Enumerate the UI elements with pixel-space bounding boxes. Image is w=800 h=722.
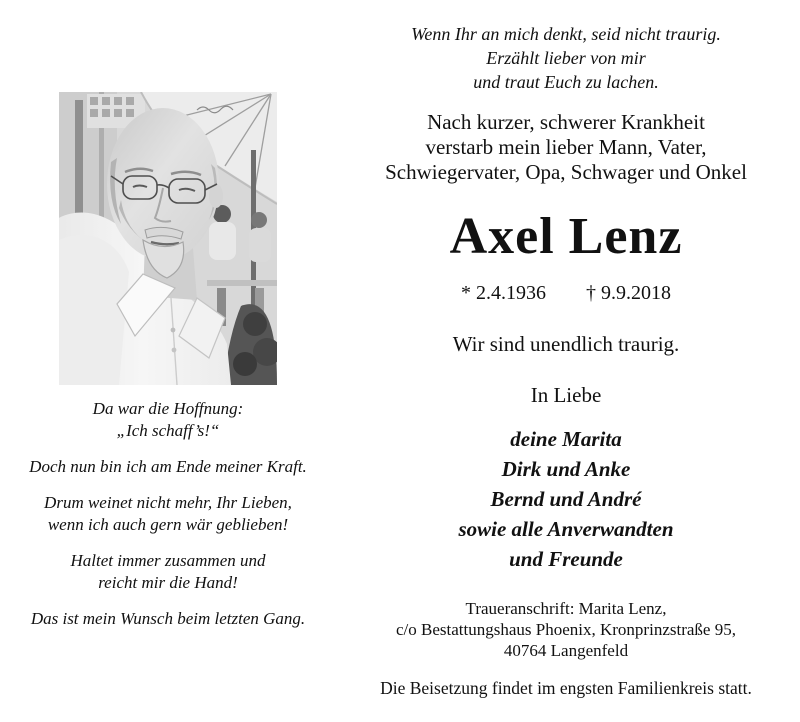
mourner-line: sowie alle Anverwandten <box>458 517 674 541</box>
deceased-name: Axel Lenz <box>449 208 683 265</box>
funeral-note: Die Beisetzung findet im engsten Familienkreis statt. <box>380 678 752 698</box>
announcement-line: Nach kurzer, schwerer Krankheit <box>427 110 705 134</box>
poem-stanza <box>0 608 336 630</box>
address-line: 40764 Langenfeld <box>503 641 629 660</box>
announcement-column <box>332 0 800 700</box>
portrait-photo-illustration <box>59 92 277 385</box>
birth-date: * 2.4.1936 <box>461 282 546 304</box>
mourner-line: und Freunde <box>509 547 623 571</box>
portrait-photo <box>59 92 277 385</box>
poem-line: Drum weinet nicht mehr, Ihr Lieben, <box>44 493 292 512</box>
epigraph-line: und traut Euch zu lachen. <box>473 72 659 92</box>
poem-line: Doch nun bin ich am Ende meiner Kraft. <box>29 457 307 476</box>
poem-line: wenn ich auch gern wär geblieben! <box>47 515 289 534</box>
grief-line: Wir sind unendlich traurig. <box>452 332 680 356</box>
announcement-text <box>332 110 800 185</box>
poem-stanza <box>0 492 336 536</box>
mourner-line: Dirk und Anke <box>501 457 631 481</box>
left-column <box>0 0 336 644</box>
memorial-poem <box>0 398 336 630</box>
mourners-list <box>332 424 800 574</box>
poem-stanza <box>0 550 336 594</box>
poem-line: Das ist mein Wunsch beim letzten Gang. <box>30 609 306 628</box>
poem-line: reicht mir die Hand! <box>98 573 238 592</box>
mourner-line: deine Marita <box>510 427 622 451</box>
announcement-line: Schwiegervater, Opa, Schwager und Onkel <box>385 160 747 184</box>
condolence-address <box>332 598 800 661</box>
address-line: c/o Bestattungshaus Phoenix, Kronprinzstraße 95, <box>396 620 736 639</box>
announcement-line: verstarb mein lieber Mann, Vater, <box>425 135 707 159</box>
in-love-line: In Liebe <box>530 383 602 407</box>
poem-line: Haltet immer zusammen und <box>70 551 266 570</box>
poem-line: Da war die Hoffnung: <box>92 399 244 418</box>
mourner-line: Bernd und André <box>490 487 642 511</box>
poem-stanza <box>0 398 336 442</box>
epigraph-line: Wenn Ihr an mich denkt, seid nicht traurig. <box>411 24 721 44</box>
life-dates <box>332 281 800 305</box>
epigraph-line: Erzählt lieber von mir <box>486 48 646 68</box>
epigraph <box>332 22 800 94</box>
address-line: Traueranschrift: Marita Lenz, <box>465 599 667 618</box>
death-date: † 9.9.2018 <box>586 282 671 304</box>
poem-line: „Ich schaff’s!“ <box>116 421 220 440</box>
poem-stanza <box>0 456 336 478</box>
